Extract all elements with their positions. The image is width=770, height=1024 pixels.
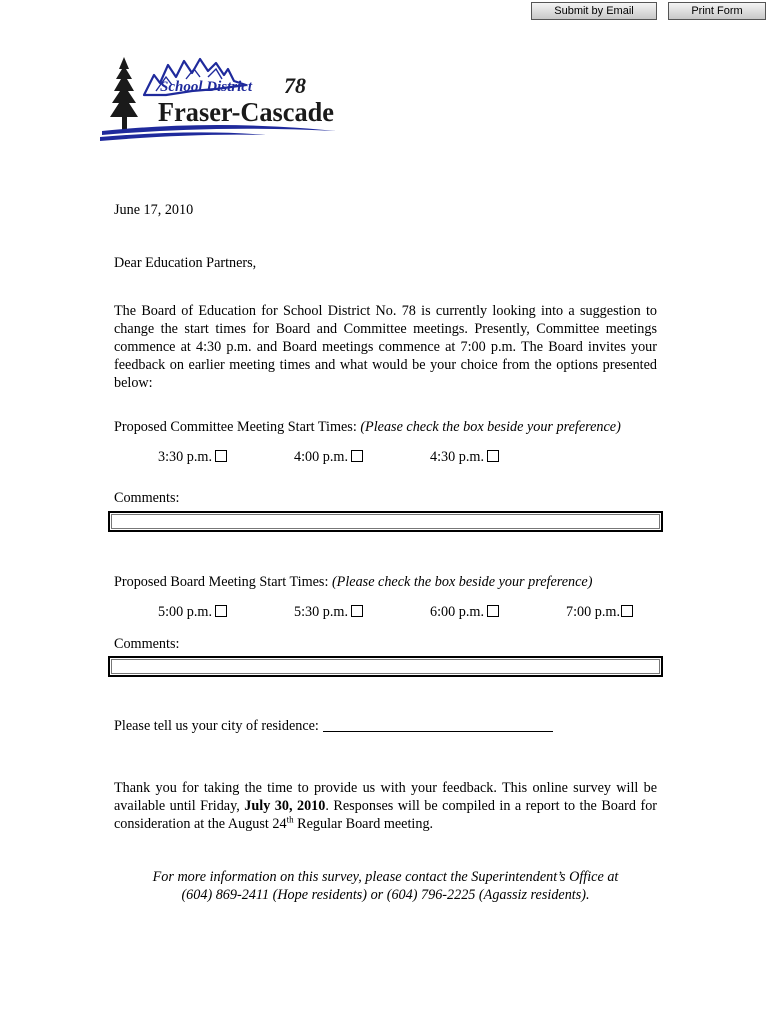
committee-heading-line xyxy=(114,418,621,436)
logo-number: 78 xyxy=(284,73,306,98)
submit-by-email-button[interactable]: Submit by Email xyxy=(531,2,657,20)
committee-comments-label: Comments: xyxy=(114,490,180,506)
option-label: 3:30 p.m. xyxy=(158,449,212,465)
board-option-700 xyxy=(566,603,633,621)
board-comments-input[interactable] xyxy=(108,656,663,677)
contact-line1: For more information on this survey, please contact the Superintendent’s Office at xyxy=(152,869,619,885)
option-label: 4:30 p.m. xyxy=(430,449,484,465)
option-label: 5:00 p.m. xyxy=(158,604,212,620)
board-option-600 xyxy=(430,603,499,621)
board-heading: Proposed Board Meeting Start Times: xyxy=(114,574,329,590)
committee-instruction: (Please check the box beside your preference) xyxy=(360,419,621,435)
closing-part3: Regular Board meeting. xyxy=(293,816,434,832)
closing-part2: . Responses will be compiled in a report to the Board for consideration at the August 24 xyxy=(114,798,658,832)
board-checkbox-700[interactable] xyxy=(621,605,633,617)
committee-checkbox-430[interactable] xyxy=(487,450,499,462)
school-district-logo xyxy=(96,55,341,147)
option-label: 5:30 p.m. xyxy=(294,604,348,620)
residence-input[interactable] xyxy=(323,717,553,732)
closing-paragraph xyxy=(114,779,657,833)
board-option-530 xyxy=(294,603,363,621)
closing-superscript: th xyxy=(286,814,294,825)
residence-label: Please tell us your city of residence: xyxy=(114,718,319,734)
committee-checkbox-400[interactable] xyxy=(351,450,363,462)
committee-checkbox-330[interactable] xyxy=(215,450,227,462)
board-instruction: (Please check the box beside your preference) xyxy=(331,574,593,590)
committee-option-430 xyxy=(430,448,499,466)
committee-option-400 xyxy=(294,448,363,466)
closing-part1: Thank you for taking the time to provide us with your feedback. This online survey will be available until Friday, xyxy=(114,780,657,814)
option-label: 7:00 p.m. xyxy=(566,604,620,620)
logo-line2: Fraser-Cascade xyxy=(158,97,335,127)
survey-deadline: July 30, 2010 xyxy=(244,798,326,814)
board-checkbox-600[interactable] xyxy=(487,605,499,617)
letter-date: June 17, 2010 xyxy=(114,202,194,218)
board-checkbox-500[interactable] xyxy=(215,605,227,617)
print-form-button[interactable]: Print Form xyxy=(668,2,766,20)
contact-line2: (604) 869-2411 (Hope residents) or (604) 796-2225 (Agassiz residents). xyxy=(181,887,590,903)
logo-line1: School District xyxy=(160,79,253,95)
board-comments-label: Comments: xyxy=(114,636,180,652)
letter-greeting: Dear Education Partners, xyxy=(114,255,257,271)
option-label: 4:00 p.m. xyxy=(294,449,348,465)
intro-paragraph: The Board of Education for School District No. 78 is currently looking into a suggestion to change the start times for Board and Committee meetings. Presently, Committee meetings commence at 4:30 p.m. and Board meetings commence at 7:00 p.m. The Board invites your feedback on earlier meeting times and what would be your choice from the options presented below: xyxy=(114,303,657,391)
committee-heading: Proposed Committee Meeting Start Times: xyxy=(114,419,357,435)
residence-row xyxy=(114,717,553,735)
board-heading-line xyxy=(114,573,592,591)
option-label: 6:00 p.m. xyxy=(430,604,484,620)
board-option-500 xyxy=(158,603,227,621)
committee-option-330 xyxy=(158,448,227,466)
committee-comments-input[interactable] xyxy=(108,511,663,532)
board-checkbox-530[interactable] xyxy=(351,605,363,617)
